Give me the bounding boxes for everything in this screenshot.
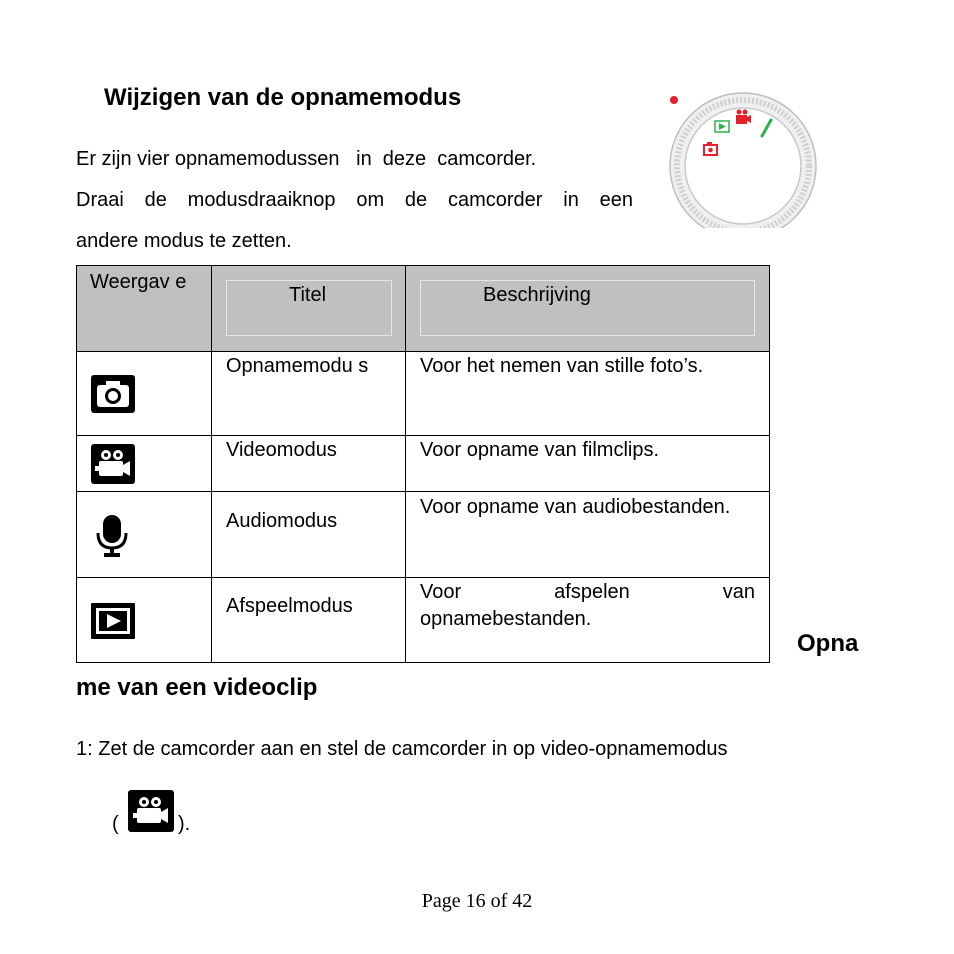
row-description: Voor opname van filmclips. [420,439,660,461]
step-1-open-paren: ( [112,813,119,835]
intro-line-1: Er zijn vier opnamemodussen in deze camcorder. [76,148,537,170]
header-description: Beschrijving [483,284,591,306]
row-description: Voor opname van audiobestanden. [420,496,731,518]
row-title: Afspeelmodus [226,595,353,617]
row-title: Opnamemodu s [226,355,369,377]
mode-dial-icon [662,88,822,228]
section-title-video-part1: Opna [797,630,859,657]
row-title: Videomodus [226,439,337,461]
video-camera-icon [91,444,135,484]
section-title-video-part2: me van een videoclip [76,674,318,701]
playback-icon [91,603,135,639]
intro-line-2: Draai de modusdraaiknop om de camcorder in een [76,189,633,211]
camera-icon [91,375,135,413]
row-title: Audiomodus [226,510,338,532]
video-camera-icon [128,790,174,832]
mode-table [76,265,770,663]
row-description: Voor afspelen van opnamebestanden. [420,581,755,630]
step-1-text: 1: Zet de camcorder aan en stel de camcorder in op video-opnamemodus [76,738,728,760]
header-title: Titel [289,284,327,306]
step-1-close-paren: ). [178,813,191,835]
header-display: Weergav e [90,271,187,293]
section-title-mode: Wijzigen van de opnamemodus [104,84,462,111]
page-number: Page 16 of 42 [421,890,533,912]
row-description: Voor het nemen van stille foto’s. [420,355,704,377]
intro-line-3: andere modus te zetten. [76,230,292,252]
microphone-icon [94,513,130,559]
